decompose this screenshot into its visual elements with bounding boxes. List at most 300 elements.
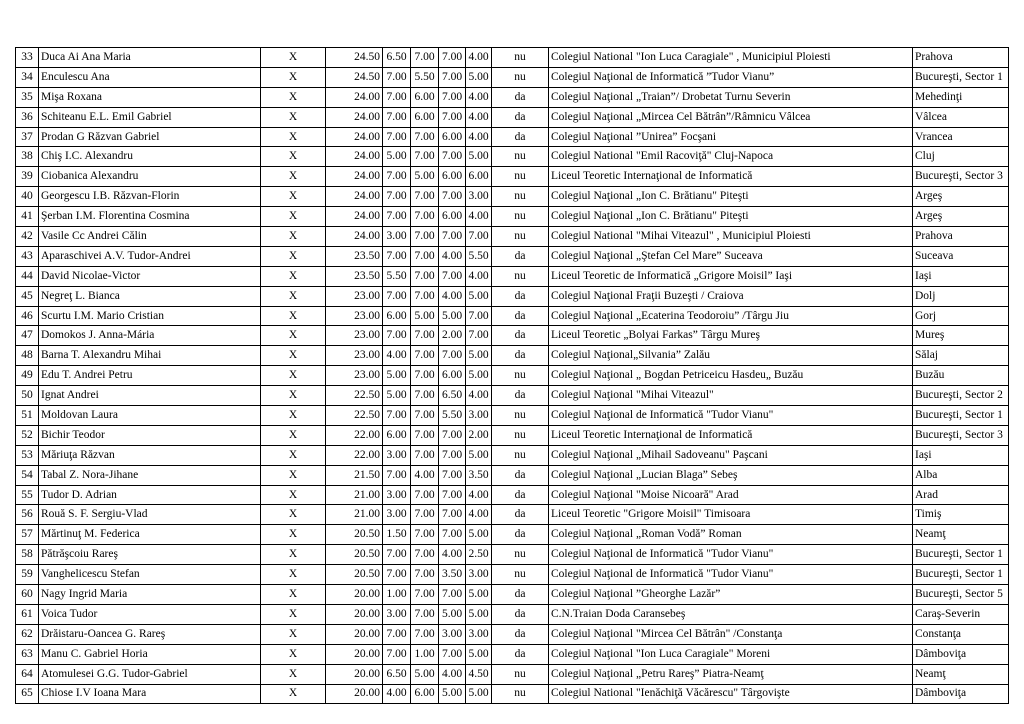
score-3-cell: 7.00 bbox=[439, 485, 466, 505]
name-cell: Şerban I.M. Florentina Cosmina bbox=[39, 207, 261, 227]
table-row bbox=[16, 227, 1009, 247]
score-4-cell: 5.00 bbox=[466, 684, 492, 704]
name-cell: Duca Ai Ana Maria bbox=[39, 48, 261, 68]
county-cell: Neamţ bbox=[913, 664, 1009, 684]
score-3-cell: 7.00 bbox=[439, 107, 466, 127]
county-cell: Arad bbox=[913, 485, 1009, 505]
flag-cell: da bbox=[492, 246, 549, 266]
county-cell: Bucureşti, Sector 1 bbox=[913, 67, 1009, 87]
mark-cell: X bbox=[261, 346, 326, 366]
score-4-cell: 5.00 bbox=[466, 604, 492, 624]
table-row bbox=[16, 565, 1009, 585]
score-1-cell: 7.00 bbox=[383, 187, 411, 207]
county-cell: Timiş bbox=[913, 505, 1009, 525]
flag-cell: nu bbox=[492, 545, 549, 565]
rank-cell: 39 bbox=[16, 167, 39, 187]
school-cell: Colegiul Naţional ”Unirea” Focşani bbox=[549, 127, 913, 147]
score-1-cell: 7.00 bbox=[383, 87, 411, 107]
school-cell: Colegiul Naţional „Petru Rareş” Piatra-Neamţ bbox=[549, 664, 913, 684]
score-2-cell: 7.00 bbox=[411, 386, 439, 406]
total-score-cell: 23.50 bbox=[326, 266, 383, 286]
rank-cell: 42 bbox=[16, 227, 39, 247]
score-2-cell: 6.00 bbox=[411, 684, 439, 704]
rank-cell: 47 bbox=[16, 326, 39, 346]
rank-cell: 63 bbox=[16, 644, 39, 664]
score-4-cell: 4.00 bbox=[466, 386, 492, 406]
county-cell: Vâlcea bbox=[913, 107, 1009, 127]
school-cell: Liceul Teoretic de Informatică „Grigore Moisil” Iaşi bbox=[549, 266, 913, 286]
rank-cell: 46 bbox=[16, 306, 39, 326]
mark-cell: X bbox=[261, 207, 326, 227]
score-3-cell: 6.00 bbox=[439, 366, 466, 386]
score-2-cell: 7.00 bbox=[411, 227, 439, 247]
name-cell: Tudor D. Adrian bbox=[39, 485, 261, 505]
score-4-cell: 5.00 bbox=[466, 286, 492, 306]
score-2-cell: 7.00 bbox=[411, 187, 439, 207]
rank-cell: 53 bbox=[16, 445, 39, 465]
total-score-cell: 22.50 bbox=[326, 406, 383, 426]
name-cell: Chiose I.V Ioana Mara bbox=[39, 684, 261, 704]
total-score-cell: 24.00 bbox=[326, 167, 383, 187]
county-cell: Mureş bbox=[913, 326, 1009, 346]
score-4-cell: 4.00 bbox=[466, 107, 492, 127]
table-row bbox=[16, 87, 1009, 107]
name-cell: Vanghelicescu Stefan bbox=[39, 565, 261, 585]
county-cell: Dâmboviţa bbox=[913, 644, 1009, 664]
table-row bbox=[16, 48, 1009, 68]
flag-cell: nu bbox=[492, 445, 549, 465]
name-cell: Schiteanu E.L. Emil Gabriel bbox=[39, 107, 261, 127]
county-cell: Bucureşti, Sector 5 bbox=[913, 585, 1009, 605]
score-3-cell: 7.00 bbox=[439, 425, 466, 445]
table-row bbox=[16, 306, 1009, 326]
score-3-cell: 5.50 bbox=[439, 406, 466, 426]
name-cell: Rouă S. F. Sergiu-Vlad bbox=[39, 505, 261, 525]
flag-cell: da bbox=[492, 286, 549, 306]
school-cell: Colegiul Naţional „Lucian Blaga” Sebeş bbox=[549, 465, 913, 485]
flag-cell: nu bbox=[492, 406, 549, 426]
flag-cell: da bbox=[492, 107, 549, 127]
table-row bbox=[16, 465, 1009, 485]
score-1-cell: 5.00 bbox=[383, 366, 411, 386]
score-1-cell: 7.00 bbox=[383, 67, 411, 87]
total-score-cell: 20.00 bbox=[326, 664, 383, 684]
score-1-cell: 6.50 bbox=[383, 48, 411, 68]
name-cell: Nagy Ingrid Maria bbox=[39, 585, 261, 605]
score-2-cell: 5.00 bbox=[411, 167, 439, 187]
mark-cell: X bbox=[261, 604, 326, 624]
county-cell: Argeş bbox=[913, 207, 1009, 227]
mark-cell: X bbox=[261, 525, 326, 545]
score-3-cell: 6.00 bbox=[439, 207, 466, 227]
flag-cell: da bbox=[492, 127, 549, 147]
table-row bbox=[16, 644, 1009, 664]
total-score-cell: 20.00 bbox=[326, 644, 383, 664]
score-1-cell: 6.00 bbox=[383, 306, 411, 326]
table-row bbox=[16, 684, 1009, 704]
name-cell: Moldovan Laura bbox=[39, 406, 261, 426]
results-table bbox=[15, 47, 1009, 704]
name-cell: Aparaschivei A.V. Tudor-Andrei bbox=[39, 246, 261, 266]
flag-cell: da bbox=[492, 485, 549, 505]
score-4-cell: 4.00 bbox=[466, 127, 492, 147]
score-1-cell: 3.00 bbox=[383, 505, 411, 525]
score-1-cell: 7.00 bbox=[383, 326, 411, 346]
score-1-cell: 6.00 bbox=[383, 425, 411, 445]
school-cell: Colegiul Naţional ”Gheorghe Lazăr” bbox=[549, 585, 913, 605]
rank-cell: 40 bbox=[16, 187, 39, 207]
school-cell: Colegiul Naţional„Silvania” Zalău bbox=[549, 346, 913, 366]
score-4-cell: 2.50 bbox=[466, 545, 492, 565]
county-cell: Vrancea bbox=[913, 127, 1009, 147]
score-3-cell: 4.00 bbox=[439, 545, 466, 565]
rank-cell: 34 bbox=[16, 67, 39, 87]
rank-cell: 51 bbox=[16, 406, 39, 426]
flag-cell: nu bbox=[492, 565, 549, 585]
school-cell: Colegiul Naţional „Ion C. Brătianu" Piteşti bbox=[549, 207, 913, 227]
score-3-cell: 7.00 bbox=[439, 147, 466, 167]
mark-cell: X bbox=[261, 624, 326, 644]
mark-cell: X bbox=[261, 565, 326, 585]
school-cell: Colegiul Naţional „Ion C. Brătianu" Piteşti bbox=[549, 187, 913, 207]
score-1-cell: 5.00 bbox=[383, 147, 411, 167]
rank-cell: 61 bbox=[16, 604, 39, 624]
mark-cell: X bbox=[261, 87, 326, 107]
rank-cell: 55 bbox=[16, 485, 39, 505]
score-3-cell: 6.00 bbox=[439, 167, 466, 187]
mark-cell: X bbox=[261, 585, 326, 605]
total-score-cell: 22.50 bbox=[326, 386, 383, 406]
score-3-cell: 7.00 bbox=[439, 585, 466, 605]
name-cell: Bichir Teodor bbox=[39, 425, 261, 445]
flag-cell: nu bbox=[492, 425, 549, 445]
county-cell: Alba bbox=[913, 465, 1009, 485]
school-cell: Colegiul National "Ion Luca Caragiale" , Municipiul Ploiesti bbox=[549, 48, 913, 68]
score-2-cell: 7.00 bbox=[411, 246, 439, 266]
rank-cell: 41 bbox=[16, 207, 39, 227]
school-cell: Colegiul Naţional de Informatică "Tudor Vianu" bbox=[549, 565, 913, 585]
score-4-cell: 3.00 bbox=[466, 187, 492, 207]
total-score-cell: 24.00 bbox=[326, 227, 383, 247]
county-cell: Bucureşti, Sector 2 bbox=[913, 386, 1009, 406]
flag-cell: da bbox=[492, 505, 549, 525]
score-1-cell: 7.00 bbox=[383, 286, 411, 306]
flag-cell: nu bbox=[492, 664, 549, 684]
total-score-cell: 23.50 bbox=[326, 246, 383, 266]
score-4-cell: 4.00 bbox=[466, 485, 492, 505]
flag-cell: da bbox=[492, 326, 549, 346]
flag-cell: da bbox=[492, 644, 549, 664]
county-cell: Bucureşti, Sector 3 bbox=[913, 425, 1009, 445]
school-cell: Colegiul Naţional „Ştefan Cel Mare” Suceava bbox=[549, 246, 913, 266]
total-score-cell: 24.50 bbox=[326, 67, 383, 87]
mark-cell: X bbox=[261, 227, 326, 247]
rank-cell: 33 bbox=[16, 48, 39, 68]
table-row bbox=[16, 147, 1009, 167]
county-cell: Caraş-Severin bbox=[913, 604, 1009, 624]
score-1-cell: 5.50 bbox=[383, 266, 411, 286]
mark-cell: X bbox=[261, 406, 326, 426]
name-cell: Edu T. Andrei Petru bbox=[39, 366, 261, 386]
total-score-cell: 24.00 bbox=[326, 187, 383, 207]
county-cell: Prahova bbox=[913, 227, 1009, 247]
flag-cell: nu bbox=[492, 227, 549, 247]
total-score-cell: 20.50 bbox=[326, 545, 383, 565]
county-cell: Bucureşti, Sector 1 bbox=[913, 545, 1009, 565]
score-1-cell: 7.00 bbox=[383, 565, 411, 585]
score-4-cell: 4.00 bbox=[466, 87, 492, 107]
score-2-cell: 4.00 bbox=[411, 465, 439, 485]
name-cell: Drăistaru-Oancea G. Rareş bbox=[39, 624, 261, 644]
score-3-cell: 5.00 bbox=[439, 684, 466, 704]
score-3-cell: 7.00 bbox=[439, 187, 466, 207]
name-cell: Ciobanica Alexandru bbox=[39, 167, 261, 187]
total-score-cell: 20.00 bbox=[326, 604, 383, 624]
score-3-cell: 3.50 bbox=[439, 565, 466, 585]
total-score-cell: 24.50 bbox=[326, 48, 383, 68]
mark-cell: X bbox=[261, 505, 326, 525]
score-3-cell: 7.00 bbox=[439, 505, 466, 525]
rank-cell: 48 bbox=[16, 346, 39, 366]
school-cell: Colegiul Naţional "Moise Nicoară" Arad bbox=[549, 485, 913, 505]
county-cell: Prahova bbox=[913, 48, 1009, 68]
score-1-cell: 7.00 bbox=[383, 465, 411, 485]
mark-cell: X bbox=[261, 545, 326, 565]
mark-cell: X bbox=[261, 187, 326, 207]
total-score-cell: 21.50 bbox=[326, 465, 383, 485]
flag-cell: nu bbox=[492, 167, 549, 187]
score-2-cell: 7.00 bbox=[411, 127, 439, 147]
mark-cell: X bbox=[261, 127, 326, 147]
score-2-cell: 5.50 bbox=[411, 67, 439, 87]
score-2-cell: 6.00 bbox=[411, 87, 439, 107]
name-cell: Negreţ L. Bianca bbox=[39, 286, 261, 306]
county-cell: Argeş bbox=[913, 187, 1009, 207]
table-row bbox=[16, 326, 1009, 346]
table-row bbox=[16, 366, 1009, 386]
score-4-cell: 5.00 bbox=[466, 147, 492, 167]
name-cell: Barna T. Alexandru Mihai bbox=[39, 346, 261, 366]
school-cell: Colegiul Naţional de Informatică ”Tudor Vianu” bbox=[549, 67, 913, 87]
name-cell: Chiş I.C. Alexandru bbox=[39, 147, 261, 167]
school-cell: Colegiul Naţional "Mircea Cel Bătrân" /Constanţa bbox=[549, 624, 913, 644]
score-2-cell: 7.00 bbox=[411, 406, 439, 426]
score-3-cell: 7.00 bbox=[439, 346, 466, 366]
total-score-cell: 23.00 bbox=[326, 366, 383, 386]
score-3-cell: 5.00 bbox=[439, 604, 466, 624]
score-2-cell: 5.00 bbox=[411, 664, 439, 684]
rank-cell: 52 bbox=[16, 425, 39, 445]
score-4-cell: 4.00 bbox=[466, 505, 492, 525]
score-3-cell: 3.00 bbox=[439, 624, 466, 644]
mark-cell: X bbox=[261, 445, 326, 465]
flag-cell: nu bbox=[492, 48, 549, 68]
table-row bbox=[16, 246, 1009, 266]
score-2-cell: 7.00 bbox=[411, 48, 439, 68]
score-1-cell: 7.00 bbox=[383, 207, 411, 227]
score-1-cell: 7.00 bbox=[383, 545, 411, 565]
score-4-cell: 3.00 bbox=[466, 565, 492, 585]
score-1-cell: 3.00 bbox=[383, 485, 411, 505]
flag-cell: nu bbox=[492, 187, 549, 207]
score-4-cell: 5.00 bbox=[466, 644, 492, 664]
school-cell: Colegiul National "Ienăchiţă Văcărescu" Târgovişte bbox=[549, 684, 913, 704]
rank-cell: 37 bbox=[16, 127, 39, 147]
flag-cell: da bbox=[492, 386, 549, 406]
score-2-cell: 7.00 bbox=[411, 266, 439, 286]
name-cell: Manu C. Gabriel Horia bbox=[39, 644, 261, 664]
mark-cell: X bbox=[261, 465, 326, 485]
score-3-cell: 7.00 bbox=[439, 644, 466, 664]
rank-cell: 59 bbox=[16, 565, 39, 585]
score-4-cell: 5.50 bbox=[466, 246, 492, 266]
rank-cell: 44 bbox=[16, 266, 39, 286]
county-cell: Sălaj bbox=[913, 346, 1009, 366]
school-cell: Liceul Teoretic Internaţional de Informatică bbox=[549, 425, 913, 445]
score-2-cell: 7.00 bbox=[411, 585, 439, 605]
flag-cell: da bbox=[492, 87, 549, 107]
total-score-cell: 20.50 bbox=[326, 525, 383, 545]
name-cell: Ignat Andrei bbox=[39, 386, 261, 406]
table-row bbox=[16, 107, 1009, 127]
table-row bbox=[16, 445, 1009, 465]
rank-cell: 36 bbox=[16, 107, 39, 127]
table-row bbox=[16, 207, 1009, 227]
school-cell: Colegiul Naţional „Mihail Sadoveanu" Paşcani bbox=[549, 445, 913, 465]
score-2-cell: 7.00 bbox=[411, 326, 439, 346]
score-3-cell: 2.00 bbox=[439, 326, 466, 346]
county-cell: Dolj bbox=[913, 286, 1009, 306]
table-row bbox=[16, 585, 1009, 605]
score-4-cell: 7.00 bbox=[466, 227, 492, 247]
name-cell: Voica Tudor bbox=[39, 604, 261, 624]
score-1-cell: 6.50 bbox=[383, 664, 411, 684]
score-4-cell: 5.00 bbox=[466, 366, 492, 386]
name-cell: Mişa Roxana bbox=[39, 87, 261, 107]
name-cell: Scurtu I.M. Mario Cristian bbox=[39, 306, 261, 326]
county-cell: Neamţ bbox=[913, 525, 1009, 545]
score-2-cell: 7.00 bbox=[411, 445, 439, 465]
name-cell: Vasile Cc Andrei Călin bbox=[39, 227, 261, 247]
county-cell: Buzău bbox=[913, 366, 1009, 386]
school-cell: Colegiul Naţional de Informatică "Tudor Vianu" bbox=[549, 545, 913, 565]
school-cell: Colegiul Naţional "Ion Luca Caragiale" Moreni bbox=[549, 644, 913, 664]
rank-cell: 45 bbox=[16, 286, 39, 306]
mark-cell: X bbox=[261, 366, 326, 386]
rank-cell: 60 bbox=[16, 585, 39, 605]
name-cell: Tabal Z. Nora-Jihane bbox=[39, 465, 261, 485]
table-row bbox=[16, 406, 1009, 426]
rank-cell: 62 bbox=[16, 624, 39, 644]
score-3-cell: 6.50 bbox=[439, 386, 466, 406]
mark-cell: X bbox=[261, 425, 326, 445]
score-1-cell: 7.00 bbox=[383, 246, 411, 266]
score-3-cell: 7.00 bbox=[439, 87, 466, 107]
school-cell: Colegiul National "Mihai Viteazul" , Municipiul Ploiesti bbox=[549, 227, 913, 247]
name-cell: Atomulesei G.G. Tudor-Gabriel bbox=[39, 664, 261, 684]
score-3-cell: 7.00 bbox=[439, 67, 466, 87]
flag-cell: nu bbox=[492, 147, 549, 167]
score-1-cell: 7.00 bbox=[383, 644, 411, 664]
score-3-cell: 7.00 bbox=[439, 227, 466, 247]
total-score-cell: 20.50 bbox=[326, 565, 383, 585]
mark-cell: X bbox=[261, 664, 326, 684]
table-row bbox=[16, 664, 1009, 684]
flag-cell: nu bbox=[492, 266, 549, 286]
score-4-cell: 2.00 bbox=[466, 425, 492, 445]
score-1-cell: 3.00 bbox=[383, 227, 411, 247]
rank-cell: 35 bbox=[16, 87, 39, 107]
school-cell: Colegiul Naţional „Mircea Cel Bătrân”/Râmnicu Vâlcea bbox=[549, 107, 913, 127]
score-3-cell: 4.00 bbox=[439, 286, 466, 306]
county-cell: Bucureşti, Sector 3 bbox=[913, 167, 1009, 187]
score-2-cell: 7.00 bbox=[411, 366, 439, 386]
county-cell: Constanţa bbox=[913, 624, 1009, 644]
name-cell: Pătrăşcoiu Rareş bbox=[39, 545, 261, 565]
flag-cell: da bbox=[492, 585, 549, 605]
score-2-cell: 6.00 bbox=[411, 107, 439, 127]
score-3-cell: 7.00 bbox=[439, 525, 466, 545]
mark-cell: X bbox=[261, 326, 326, 346]
score-4-cell: 5.00 bbox=[466, 67, 492, 87]
table-row bbox=[16, 127, 1009, 147]
name-cell: Enculescu Ana bbox=[39, 67, 261, 87]
score-2-cell: 7.00 bbox=[411, 485, 439, 505]
table-row bbox=[16, 167, 1009, 187]
total-score-cell: 21.00 bbox=[326, 485, 383, 505]
score-3-cell: 4.00 bbox=[439, 664, 466, 684]
score-2-cell: 7.00 bbox=[411, 207, 439, 227]
total-score-cell: 24.00 bbox=[326, 207, 383, 227]
score-4-cell: 6.00 bbox=[466, 167, 492, 187]
rank-cell: 38 bbox=[16, 147, 39, 167]
score-4-cell: 3.00 bbox=[466, 406, 492, 426]
score-3-cell: 7.00 bbox=[439, 465, 466, 485]
score-1-cell: 3.00 bbox=[383, 604, 411, 624]
school-cell: Liceul Teoretic "Grigore Moisil" Timisoara bbox=[549, 505, 913, 525]
score-1-cell: 3.00 bbox=[383, 445, 411, 465]
county-cell: Suceava bbox=[913, 246, 1009, 266]
school-cell: C.N.Traian Doda Caransebeş bbox=[549, 604, 913, 624]
school-cell: Colegiul National "Emil Racoviţă" Cluj-Napoca bbox=[549, 147, 913, 167]
name-cell: David Nicolae-Victor bbox=[39, 266, 261, 286]
score-4-cell: 7.00 bbox=[466, 306, 492, 326]
flag-cell: da bbox=[492, 306, 549, 326]
score-3-cell: 6.00 bbox=[439, 127, 466, 147]
total-score-cell: 24.00 bbox=[326, 147, 383, 167]
flag-cell: da bbox=[492, 624, 549, 644]
mark-cell: X bbox=[261, 167, 326, 187]
mark-cell: X bbox=[261, 286, 326, 306]
score-2-cell: 7.00 bbox=[411, 565, 439, 585]
score-4-cell: 4.50 bbox=[466, 664, 492, 684]
score-3-cell: 7.00 bbox=[439, 445, 466, 465]
score-4-cell: 5.00 bbox=[466, 346, 492, 366]
score-1-cell: 7.00 bbox=[383, 624, 411, 644]
school-cell: Colegiul Naţional de Informatică "Tudor Vianu" bbox=[549, 406, 913, 426]
total-score-cell: 24.00 bbox=[326, 87, 383, 107]
score-3-cell: 7.00 bbox=[439, 48, 466, 68]
score-4-cell: 4.00 bbox=[466, 48, 492, 68]
county-cell: Cluj bbox=[913, 147, 1009, 167]
mark-cell: X bbox=[261, 266, 326, 286]
score-2-cell: 7.00 bbox=[411, 505, 439, 525]
school-cell: Liceul Teoretic „Bolyai Farkas” Târgu Mureş bbox=[549, 326, 913, 346]
score-1-cell: 7.00 bbox=[383, 167, 411, 187]
score-1-cell: 7.00 bbox=[383, 107, 411, 127]
score-2-cell: 7.00 bbox=[411, 604, 439, 624]
flag-cell: nu bbox=[492, 67, 549, 87]
